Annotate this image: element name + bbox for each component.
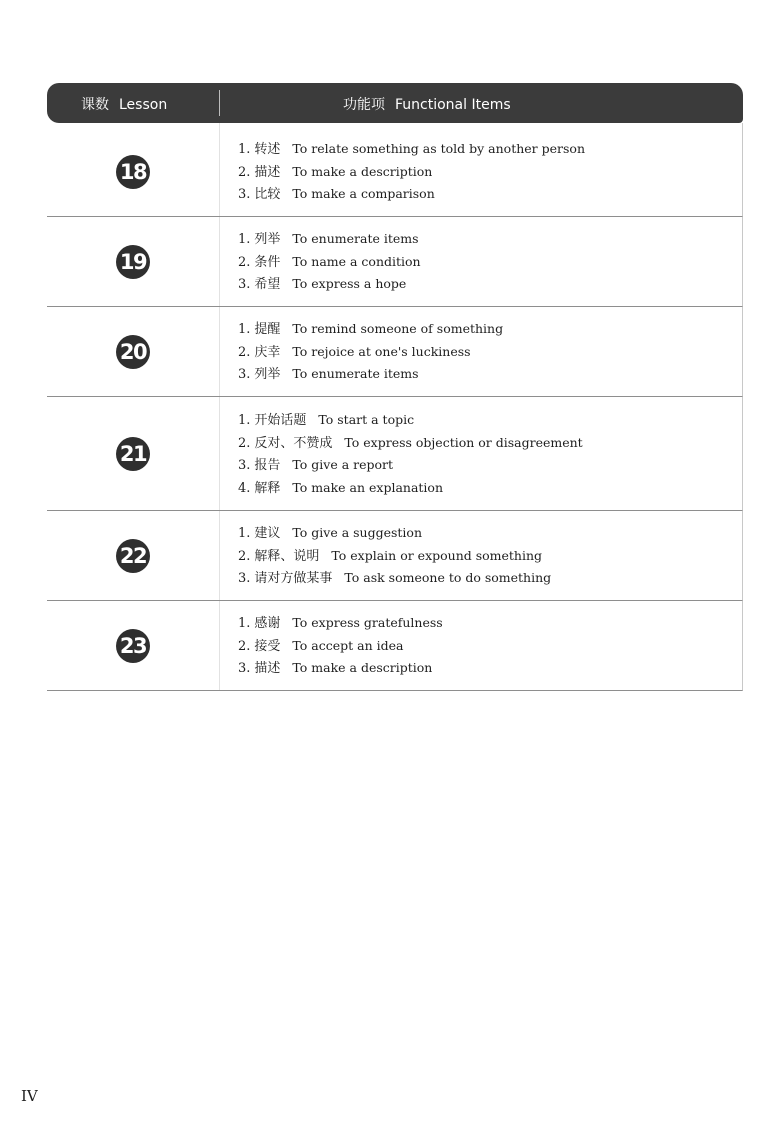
column-divider <box>219 397 220 510</box>
functional-item <box>238 612 443 635</box>
table-body <box>47 123 743 691</box>
functional-item <box>238 545 551 568</box>
functional-item <box>238 273 421 296</box>
functional-items-list <box>238 522 551 590</box>
lesson-row <box>47 307 743 397</box>
item-chinese: 转述 <box>254 142 281 157</box>
item-chinese: 感谢 <box>254 616 281 631</box>
item-chinese: 条件 <box>254 254 281 270</box>
header-divider <box>219 90 220 116</box>
item-english: To explain or expound something <box>331 547 543 563</box>
functional-item <box>238 657 443 680</box>
lesson-row <box>47 123 743 217</box>
lesson-row <box>47 511 743 601</box>
lesson-column-header <box>81 94 167 114</box>
lesson-header-en: Lesson <box>119 97 168 113</box>
item-english: To rejoice at one's luckiness <box>292 343 471 359</box>
item-english: To name a condition <box>292 253 421 269</box>
item-chinese: 开始话题 <box>254 413 307 428</box>
item-english: To give a report <box>292 457 394 472</box>
item-english: To enumerate items <box>292 366 419 381</box>
column-divider <box>219 307 220 396</box>
item-number: 2. <box>238 548 251 564</box>
item-number: 1. <box>238 616 251 631</box>
functional-item <box>238 318 503 341</box>
functional-item <box>238 477 583 500</box>
item-number: 1. <box>238 142 251 157</box>
item-number: 3. <box>238 187 251 202</box>
lesson-number-badge: 23 <box>116 629 150 663</box>
column-divider <box>219 511 220 600</box>
item-number: 1. <box>238 232 251 247</box>
item-number: 2. <box>238 435 251 451</box>
item-chinese: 反对、不赞成 <box>254 435 333 451</box>
item-english: To remind someone of something <box>292 321 504 336</box>
item-chinese: 提醒 <box>254 322 281 337</box>
item-number: 2. <box>238 254 251 270</box>
functional-item <box>238 251 421 274</box>
items-header-en: Functional Items <box>395 97 511 113</box>
lesson-header-zh: 课数 <box>81 97 109 113</box>
item-chinese: 建议 <box>254 526 281 541</box>
item-chinese: 解释、说明 <box>254 548 320 564</box>
item-english: To enumerate items <box>292 231 419 246</box>
functional-item <box>238 635 443 658</box>
item-number: 3. <box>238 277 251 292</box>
lesson-number-badge: 21 <box>116 437 150 471</box>
lesson-number-badge: 20 <box>116 335 150 369</box>
functional-items-list <box>238 612 443 680</box>
item-english: To accept an idea <box>292 637 404 653</box>
functional-items-list <box>238 409 583 499</box>
functional-item <box>238 363 503 386</box>
item-chinese: 描述 <box>254 661 281 676</box>
lesson-number-badge: 18 <box>116 155 150 189</box>
item-english: To make a comparison <box>292 186 435 201</box>
functional-item <box>238 183 585 206</box>
lesson-row <box>47 601 743 691</box>
item-chinese: 列举 <box>254 232 281 247</box>
item-number: 2. <box>238 164 251 180</box>
item-english: To ask someone to do something <box>344 570 552 585</box>
item-number: 1. <box>238 322 251 337</box>
item-chinese: 比较 <box>254 187 281 202</box>
item-number: 3. <box>238 367 251 382</box>
functional-item <box>238 454 583 477</box>
functional-item <box>238 409 583 432</box>
item-number: 2. <box>238 344 251 360</box>
functional-item <box>238 432 583 455</box>
column-divider <box>219 123 220 216</box>
functional-item <box>238 228 421 251</box>
functional-items-list <box>238 138 585 206</box>
lesson-row <box>47 397 743 511</box>
item-english: To start a topic <box>318 412 415 427</box>
item-chinese: 庆幸 <box>254 344 281 360</box>
page-number: IV <box>21 1087 38 1105</box>
item-chinese: 希望 <box>254 277 281 292</box>
item-number: 4. <box>238 480 251 496</box>
functional-item <box>238 567 551 590</box>
item-chinese: 请对方做某事 <box>254 571 333 586</box>
items-header-zh: 功能项 <box>343 97 385 113</box>
item-english: To make a description <box>292 660 433 675</box>
item-chinese: 列举 <box>254 367 281 382</box>
functional-item <box>238 341 503 364</box>
functional-item <box>238 138 585 161</box>
item-chinese: 解释 <box>254 480 281 496</box>
item-number: 3. <box>238 661 251 676</box>
functional-items-table <box>47 83 743 691</box>
lesson-number-badge: 22 <box>116 539 150 573</box>
lesson-row <box>47 217 743 307</box>
item-chinese: 报告 <box>254 458 281 473</box>
item-english: To give a suggestion <box>292 525 423 540</box>
item-english: To express objection or disagreement <box>344 434 583 450</box>
item-number: 2. <box>238 638 251 654</box>
column-divider <box>219 217 220 306</box>
functional-items-column-header <box>343 94 511 114</box>
item-number: 3. <box>238 458 251 473</box>
item-number: 3. <box>238 571 251 586</box>
item-english: To make a description <box>292 163 433 179</box>
item-english: To express a hope <box>292 276 407 291</box>
functional-item <box>238 522 551 545</box>
item-english: To relate something as told by another person <box>292 141 585 156</box>
item-chinese: 描述 <box>254 164 281 180</box>
table-header <box>47 83 743 123</box>
column-divider <box>219 601 220 690</box>
functional-items-list <box>238 318 503 386</box>
functional-items-list <box>238 228 421 296</box>
item-english: To make an explanation <box>292 479 443 495</box>
lesson-number-badge: 19 <box>116 245 150 279</box>
item-english: To express gratefulness <box>292 615 443 630</box>
item-number: 1. <box>238 526 251 541</box>
item-chinese: 接受 <box>254 638 281 654</box>
functional-item <box>238 161 585 184</box>
item-number: 1. <box>238 413 251 428</box>
